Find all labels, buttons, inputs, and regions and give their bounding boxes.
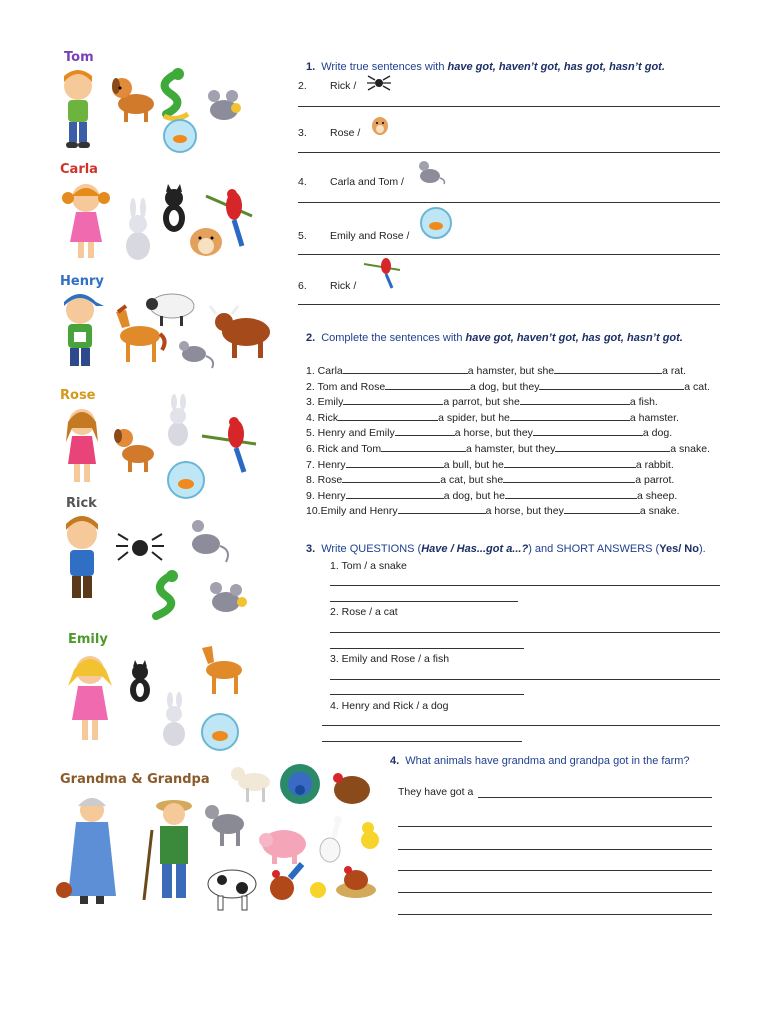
character-name-grandparents: Grandma & Grandpa [60,772,210,787]
rick-animals-illustration [56,512,256,622]
ex2-subject: 9. Henry [306,489,346,502]
ex2-ending: a dog. [642,427,673,440]
ex2-blank[interactable] [564,504,640,514]
ex2-subject: 8. Rose [306,474,343,487]
ex2-blank[interactable] [398,504,486,514]
ex3-question-line[interactable] [330,679,720,680]
ex2-sentence-row [306,504,680,517]
ex1-item-number: 3. [298,127,307,139]
ex2-ending: a parrot. [635,474,675,487]
hamster-icon [370,112,390,136]
instruction-keywords: have got, haven’t got, has got, hasn’t got. [465,332,683,344]
ex2-sentence-row [306,364,686,377]
ex2-middle-text: a dog, but he [443,489,505,502]
ex2-ending: a fish. [629,396,658,409]
ex2-ending: a rat. [662,365,687,377]
exercise-number: 2. [306,332,316,344]
ex2-blank[interactable] [395,426,455,436]
ex3-question-line[interactable] [330,585,720,586]
ex3-answer-line[interactable] [330,694,524,695]
instruction-text: Write QUESTIONS ( [321,543,422,555]
ex2-middle-text: a bull, but he [443,458,504,471]
rat-icon [210,582,247,612]
ex2-blank[interactable] [346,489,444,499]
ex2-blank[interactable] [346,458,444,468]
ex4-answer-line[interactable] [398,914,712,915]
ex2-sentence-row [306,411,679,424]
instruction-text: What animals have grandma and grandpa got in the farm? [405,755,690,767]
ex1-answer-line[interactable] [298,304,720,305]
rabbit-icon [163,692,185,746]
ex2-ending: a sheep. [637,489,678,502]
ex1-item-prompt: Carla and Tom / [330,176,404,188]
ex2-blank[interactable] [381,442,466,452]
ex2-sentence-row [306,489,677,502]
ex2-sentence-row [306,442,710,455]
ex2-middle-text: a parrot, but she [443,396,520,409]
ex1-item-number: 6. [298,280,307,292]
ex3-question-line[interactable] [330,632,720,633]
farm-animals-illustration [56,760,386,916]
ex2-blank[interactable] [510,411,630,421]
ex2-middle-text: a horse, but they [454,427,533,440]
girl-icon [62,184,110,258]
character-name-rick: Rick [66,496,97,511]
exercise-number: 4. [390,755,400,767]
character-name-rose: Rose [60,388,96,403]
snake-icon [156,570,178,616]
ex4-answer-line[interactable] [398,826,712,827]
hamster-icon [190,228,222,256]
character-name-emily: Emily [68,632,108,647]
rabbit-icon [126,198,150,260]
cat-icon [130,660,150,702]
ex2-middle-text: a dog, but they [470,380,540,393]
instruction-text: ) and SHORT ANSWERS ( [528,543,660,555]
ex2-sentence-row [306,473,674,486]
ex3-item-prompt: 4. Henry and Rick / a dog [330,700,449,712]
ex4-answer-line[interactable] [398,870,712,871]
ex2-blank[interactable] [385,380,470,390]
character-name-carla: Carla [60,162,98,177]
ex2-blank[interactable] [503,473,635,483]
ex4-sentence-start: They have got a [398,786,474,798]
spider-icon [366,74,392,92]
boy-icon [66,516,98,598]
grandma-icon [56,798,116,904]
fishbowl-icon [164,120,196,152]
ex1-answer-line[interactable] [298,254,720,255]
ex2-subject: 7. Henry [306,458,346,471]
rat-icon [414,156,448,186]
ex1-item-number: 5. [298,230,307,242]
ex1-item-number: 4. [298,176,307,188]
ex2-sentence-row [306,458,674,471]
ex2-subject: 2. Tom and Rose [306,380,386,393]
parrot-icon [202,417,256,472]
instruction-keywords: have got, haven’t got, has got, hasn’t got. [447,61,665,73]
ex1-answer-line[interactable] [298,106,720,107]
ex2-blank[interactable] [539,380,684,390]
exercise-number: 1. [306,61,316,73]
ex2-blank[interactable] [504,458,636,468]
henry-animals-illustration [56,288,276,374]
snake-icon [164,68,188,119]
ex2-subject: 5. Henry and Emily [306,427,395,440]
boy-icon [64,70,92,148]
ex1-item-prompt: Rick / [330,80,357,92]
emily-animals-illustration [56,640,256,752]
pig-icon [259,830,306,864]
ex4-answer-line[interactable] [398,849,712,850]
rabbit-icon [168,394,188,446]
character-name-tom: Tom [64,50,94,65]
exercise-4-instruction [390,755,690,767]
ex2-blank[interactable] [342,473,440,483]
instruction-keywords: Yes/ No [659,543,699,555]
ex3-answer-line[interactable] [330,601,518,602]
exercise-2-instruction [306,332,683,344]
goat-icon [231,767,270,802]
fishbowl-icon [168,462,204,498]
ex2-blank[interactable] [505,489,637,499]
ex2-sentence-row [306,426,672,439]
ex2-blank[interactable] [554,364,662,374]
ex3-item-prompt: 1. Tom / a snake [330,560,407,572]
ex4-answer-line[interactable] [478,797,712,798]
ex2-middle-text: a spider, but he [438,411,510,424]
parrot-icon [362,256,402,290]
ex3-item-prompt: 3. Emily and Rose / a fish [330,653,450,665]
ex2-subject: 10.Emily and Henry [306,505,398,518]
donkey-icon [205,805,244,846]
ex2-subject: 1. Carla [306,365,343,377]
cow-icon [208,870,256,910]
peacock-icon [280,764,320,804]
dog-icon [114,429,154,472]
chick-icon [310,882,326,898]
ex2-subject: 3. Emily [306,396,344,409]
ex2-blank[interactable] [338,411,438,421]
ex1-item-prompt: Emily and Rose / [330,230,410,242]
girl-icon [68,656,112,740]
spider-icon [116,534,164,560]
ex2-blank[interactable] [533,426,643,436]
bull-icon [210,306,270,358]
instruction-text: ). [698,543,706,555]
instruction-text: Write true sentences with [321,61,448,73]
ex1-item-number: 2. [298,80,307,92]
ex3-answer-line[interactable] [322,741,522,742]
hen-icon [336,866,376,898]
rat-icon [208,90,241,120]
exercise-number: 3. [306,543,316,555]
ex2-ending: a rabbit. [635,458,674,471]
ex2-subject: 4. Rick [306,411,339,424]
ex2-middle-text: a hamster, but they [466,443,556,455]
character-name-henry: Henry [60,274,104,289]
turkey-icon [333,773,370,804]
girl-icon [66,409,98,482]
ex2-blank[interactable] [555,442,670,452]
ex2-sentence-row [306,380,710,393]
cat-icon [163,184,185,232]
ex2-blank[interactable] [343,395,443,405]
ex2-ending: a hamster. [629,411,679,424]
fishbowl-icon [202,714,238,750]
rooster-icon [270,864,302,900]
exercise-3-instruction [306,543,706,555]
ex2-middle-text: a cat, but she [440,474,504,487]
ex1-item-prompt: Rose / [330,127,361,139]
ex3-answer-line[interactable] [330,648,524,649]
ex2-middle-text: a hamster, but she [467,365,555,377]
ex2-blank[interactable] [520,395,630,405]
rat-icon [192,520,228,562]
sheep-icon [146,294,194,326]
ex3-question-line[interactable] [322,725,720,726]
chick-icon [361,822,379,849]
goose-icon [320,816,342,862]
ex2-ending: a cat. [684,380,710,393]
ex3-item-prompt: 2. Rose / a cat [330,606,398,618]
dog-icon [112,78,154,122]
fishbowl-icon [418,206,454,240]
ex2-ending: a snake. [670,443,710,455]
exercise-1-instruction [306,61,665,73]
instruction-keywords: Have / Has...got a...? [421,543,529,555]
grandpa-icon [144,800,192,900]
carla-animals-illustration [56,176,256,268]
ex1-answer-line[interactable] [298,202,720,203]
ex4-answer-line[interactable] [398,892,712,893]
rat-icon [179,341,213,368]
horse-icon [202,646,242,694]
ex2-sentence-row [306,395,658,408]
ex1-answer-line[interactable] [298,152,720,153]
ex2-ending: a snake. [639,505,680,518]
boy-cap-icon [64,294,104,366]
ex2-middle-text: a horse, but they [485,505,564,518]
ex2-subject: 6. Rick and Tom [306,443,382,455]
instruction-text: Complete the sentences with [321,332,466,344]
rose-animals-illustration [56,392,266,502]
tom-animals-illustration [56,64,246,154]
ex1-item-prompt: Rick / [330,280,357,292]
ex2-blank[interactable] [343,364,468,374]
